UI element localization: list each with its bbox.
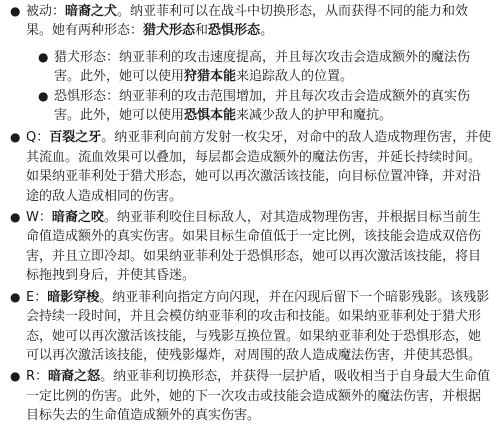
w-prefix: W： <box>26 210 52 226</box>
passive-prefix: 被动： <box>26 4 66 19</box>
bullet-icon: ● <box>10 130 21 145</box>
fear-instinct-name: 恐惧本能 <box>184 108 237 124</box>
bullet-icon: ● <box>10 4 21 18</box>
bullet-icon: ● <box>10 289 21 304</box>
e-ability-section <box>4 288 492 366</box>
bullet-icon: ● <box>38 49 49 64</box>
q-ability-section <box>4 128 492 206</box>
bullet-icon: ● <box>38 88 49 103</box>
r-ability-text: 。纳亚菲利切换形态，并获得一层护盾，吸收相当于自身最大生命值一定比例的伤害。此外，她的下一次攻击或技能会造成额外的魔法伤害，并根据目标失去的生命值造成额外的真实伤害。 <box>26 369 491 424</box>
e-prefix: E： <box>26 289 48 305</box>
fear-form-text: 恐惧形态：纳亚菲利的攻击范围增加，并且每次攻击会造成额外的真实伤害。此外，她可以使用 <box>54 88 471 124</box>
hound-form-text: 猎犬形态：纳亚菲利的攻击速度提高，并且每次攻击会造成额外的魔法伤害。此外，她可以使用 <box>54 49 471 85</box>
w-ability-text: 。纳亚菲利咬住目标敌人，对其造成物理伤害，并根据目标当前生命值造成额外的真实伤害。如果目标生命值低于一定比例，该技能会造成双倍伤害，并且立即冷却。如果纳亚菲利处于恐惧形态，她可以再次激活该技能，将目标拖拽到身后，并使其昏迷。 <box>26 210 482 284</box>
form-fear-name: 恐惧形态 <box>208 23 261 39</box>
passive-section <box>4 2 492 41</box>
hunt-instinct-name: 狩猎本能 <box>184 69 237 85</box>
w-ability-name: 暗裔之咬 <box>51 210 104 226</box>
e-ability-text: 。纳亚菲利向指定方向闪现，并在闪现后留下一个暗影残影。该残影会持续一段时间，并且会模仿纳亚菲利的攻击和技能。如果纳亚菲利处于猎犬形态，她可以再次激活该技能，与残影互换位置。如果纳亚菲利处于恐惧形态，她可以再次激活该技能，使残影爆炸，对周围的敌人造成魔法伤害，并使其恐惧。 <box>26 289 490 363</box>
r-prefix: R： <box>26 369 49 385</box>
q-prefix: Q： <box>26 130 50 146</box>
bullet-icon: ● <box>10 210 21 225</box>
w-ability-section <box>4 208 492 286</box>
hound-form-item <box>4 48 492 87</box>
q-ability-name: 百裂之牙 <box>49 130 102 146</box>
r-ability-section <box>4 367 492 425</box>
q-ability-text: 。纳亚菲利向前方发射一枚尖牙，对命中的敌人造成物理伤害，并使其流血。流血效果可以叠加，每层都会造成额外的魔法伤害，并延长持续时间。如果纳亚菲利处于猎犬形态，她可以再次激活该技能，向目标位置冲锋，并对沿途的敌人造成相同的伤害。 <box>26 130 492 204</box>
e-ability-name: 暗影穿梭 <box>47 289 100 305</box>
passive-text: 。纳亚菲利可以在战斗中切换形态，从而获得不同的能力和效果。她有两种形态： <box>26 4 469 39</box>
passive-and: 和 <box>195 23 209 39</box>
form-hound-name: 猎犬形态 <box>143 23 196 39</box>
passive-end: 。 <box>260 23 274 39</box>
bullet-icon: ● <box>10 369 21 384</box>
fear-form-text-end: 来减少敌人的护甲和魔抗。 <box>236 108 393 124</box>
r-ability-name: 暗裔之怒 <box>48 369 101 385</box>
hound-form-text-end: 来追踪敌人的位置。 <box>236 69 354 85</box>
passive-name: 暗裔之犬 <box>65 4 118 19</box>
fear-form-item <box>4 87 492 126</box>
